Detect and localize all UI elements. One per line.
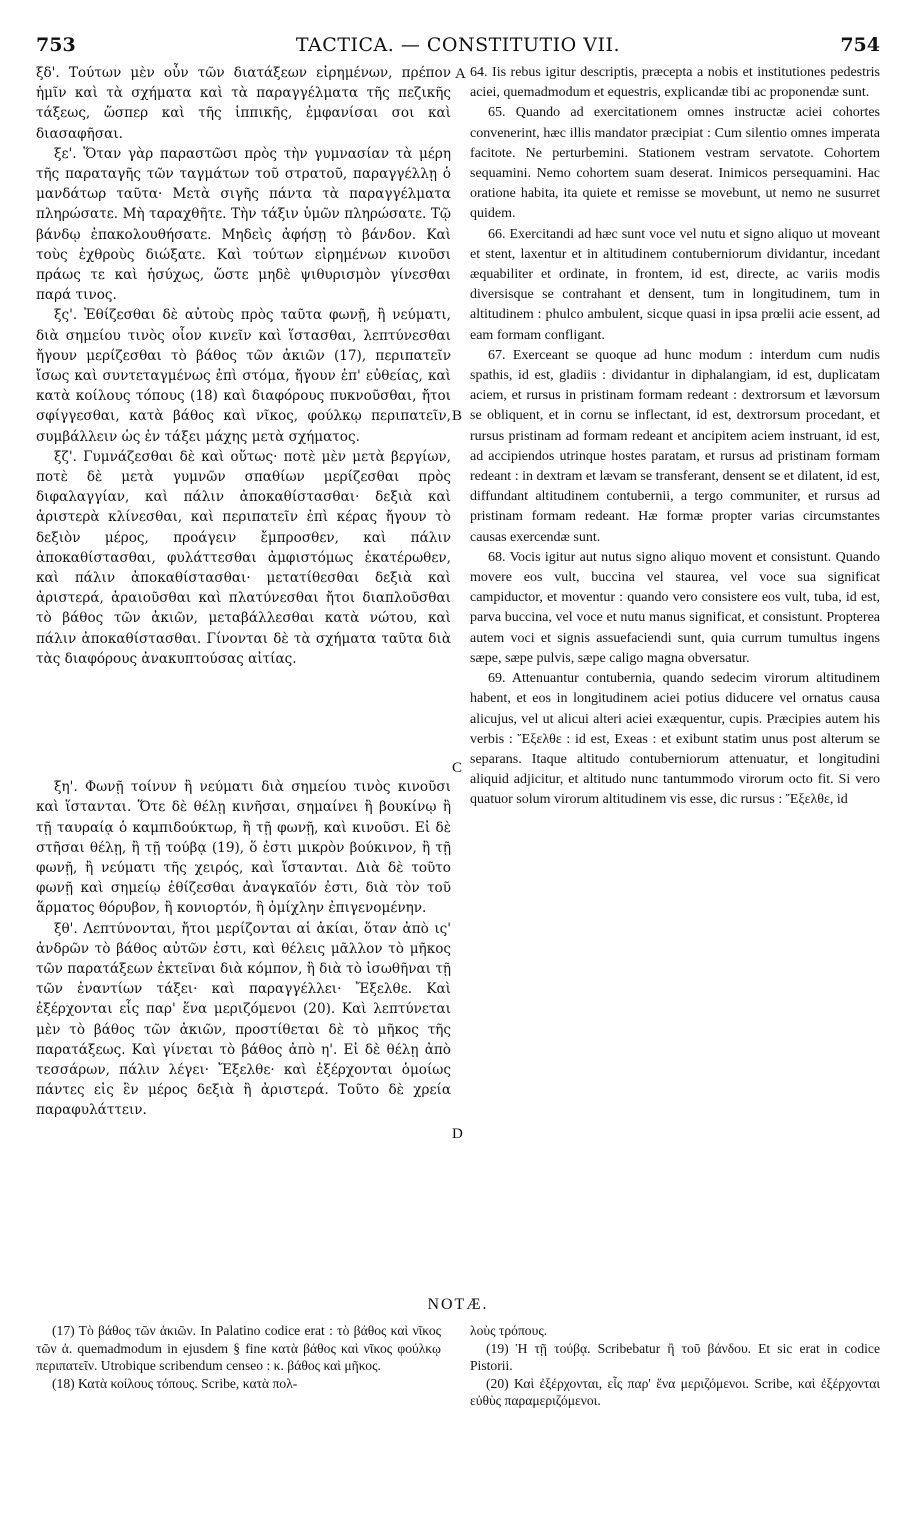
column-gap	[36, 669, 451, 777]
margin-letter-a: A	[455, 66, 466, 82]
greek-paragraph-69: ξθ'. Λεπτύνονται, ἤτοι μερίζονται αἱ ἀκίαι, ὅταν ἀπὸ ις' ἀνδρῶν τὸ βάθος αὐτῶν ἐστι, καὶ θέλεις μᾶλλον τὸ μῆκος τῶν παρατάξεων ἐκτεῖναι διὰ κόμπον, ἢ διὰ τὸ ἰσωθῆναι τῇ τῶν ἐναντίων τάξει· καὶ παραγγέλλει· Ἔξελθε. Καὶ ἐξέρχονται εἷς παρ' ἕνα μεριζόμενοι (20). Καὶ λεπτύνεται μὲν τὸ βάθος τῶν ἀκιῶν, προστίθεται δὲ τὸ μῆκος τῆς παρατάξεως. Καὶ γίνεται τὸ βάθος ἀπὸ η'. Εἰ δὲ θέλῃ ἀπὸ τεσσάρων, πάλιν λέγει· Ἔξελθε· καὶ ἐξέρχονται ὁμοίως πάντες εἰς ἓν μέρος δεξιὰ ἢ ἀριστερά. Τοῦτο δὲ χρεία παραφυλάττειν.	[36, 920, 451, 1119]
note-19: (19) Ἡ τῇ τούβᾳ. Scribebatur ἢ τοῦ βάνδου. Et sic erat in codice Pistorii.	[470, 1340, 880, 1373]
greek-paragraph-68: ξη'. Φωνῇ τοίνυν ἢ νεύματι διὰ σημείου τινὸς κινοῦσι καὶ ἵστανται. Ὅτε δὲ θέλῃ κινῆσαι, σημαίνει ἢ βουκίνῳ ἢ τῇ ταυραίᾳ ὁ καμπιδούκτωρ, ἢ τῇ φωνῇ, καὶ κινοῦσι. Εἰ δὲ στῆσαι θέλῃ, ἢ τῇ τούβᾳ (19), ὅ ἐστι μικρὸν βούκινον, ἢ τῇ φωνῇ, ἢ νεύματι τῆς χειρός, καὶ ἵστανται. Διὰ δὲ τοῦτο φωνῇ καὶ σημείῳ ἐθίζεσθαι ἀναγκαῖόν ἐστι, διὰ τὸν τοῦ ἅρματος θόρυβον, ἢ κονιορτόν, ἢ ὀμίχλην ἐπιγενομένην.	[36, 779, 451, 917]
notes-title: NOTÆ.	[427, 1296, 489, 1313]
notes-left-column	[36, 1322, 441, 1392]
note-20: (20) Καὶ ἐξέρχονται, εἷς παρ' ἕνα μεριζόμενοι. Scribe, καὶ ἐξέρχονται εὐθὺς παραμεριζόμενοι.	[470, 1375, 880, 1408]
latin-paragraph-68: 68. Vocis igitur aut nutus signo aliquo movent et consistunt. Quando movere eos vult, buccina vel staurea, vel voce sua significat campiductor, et moventur : quando vero consistere eos vult, tuba, id est, parva buccina, vel voce et nutu manus significat, et consistunt. Propterea autem voci et signis assuefaciendi sunt, quia currum tumultus ingens sæpe, sæpe pulvis, sæpe caligo magna obversatur.	[470, 549, 880, 666]
greek-paragraph-66: ξς'. Ἐθίζεσθαι δὲ αὐτοὺς πρὸς ταῦτα φωνῇ, ἢ νεύματι, διὰ σημείου τινὸς οἷον κινεῖν καὶ ἵστασθαι, λεπτύνεσθαι ἤγουν μερίζεσθαι τὸ βάθος τῶν ἀκιῶν (17), περιπατεῖν ἴσως καὶ συντεταγμένως ἐπὶ στόμα, ἤγουν ἐπ' εὐθείας, καὶ κατὰ κοίλους τόπους (18) καὶ διαφόρους πυκνοῦσθαι, ἤτοι σφίγγεσθαι, κατὰ βάθος καὶ νῖκος, φούλκῳ περιπατεῖν, συμβάλλειν ὡς ἐν τάξει μάχης μετὰ σχήματος.	[36, 307, 451, 445]
page-number-right: 754	[840, 34, 880, 56]
latin-paragraph-65: 65. Quando ad exercitationem omnes instructæ aciei cohortes convenerint, hæc illis mandator præcipiat : Cum silentio omnes imperata facitote. Ne perturbemini. Stationem vestram servatote. Cohortem sequamini. Nemo cohortem suam deserat. Inimicos persequamini. Hac oratione habita, ita quiete et remisse se movebunt, ut nemo ne susurret quidem.	[470, 105, 880, 222]
greek-paragraph-67: ξζ'. Γυμνάζεσθαι δὲ καὶ οὕτως· ποτὲ μὲν μετὰ βεργίων, ποτὲ δὲ μετὰ γυμνῶν σπαθίων μερίζεσθαι πρὸς διφαλαγγίαν, καὶ πάλιν ἀποκαθίστασθαι· δεξιὰ καὶ ἀριστερὰ κλίνεσθαι, καὶ περιπατεῖν ἐπὶ κέρας ἤγουν τὸ δεξιὸν μέρος, προάγειν ἔμπροσθεν, καὶ πάλιν ἀποκαθίστασθαι, φυλάττεσθαι ἀμφιστόμως ἑκατέρωθεν, καὶ πάλιν ἀποκαθίστασθαι· μετατίθεσθαι δεξιὰ καὶ ἀριστερά, ἀραιοῦσθαι καὶ πλατύνεσθαι ἤτοι διαπλοῦσθαι τὸ βάθος τῶν ἀκιῶν, μεταβάλλεσθαι κατὰ νώτου, καὶ πάλιν ἀποκαθίστασθαι. Γίνονται δὲ τὰ σχήματα ταῦτα διὰ τὰς διαφόρους ἀνακυπτούσας αἰτίας.	[36, 448, 451, 667]
greek-column	[36, 63, 451, 1121]
note-18: (18) Κατὰ κοίλους τόπους. Scribe, κατὰ πολ-	[52, 1375, 298, 1391]
running-title: TACTICA. — CONSTITUTIO VII.	[295, 34, 621, 56]
greek-paragraph-64: ξδ'. Τούτων μὲν οὖν τῶν διατάξεων εἰρημένων, πρέπον ἡμῖν καὶ τὰ σχήματα καὶ τὰ παραγγέλματα τῆς πεζικῆς τάξεως, ὥσπερ καὶ τῆς ἱππικῆς, ἐμφανίσαι σοι καὶ διασαφῆσαι.	[36, 65, 451, 142]
latin-paragraph-66: 66. Exercitandi ad hæc sunt voce vel nutu et signo aliquo ut moveant et stent, laxentur et in altitudinem contuberniorum dividantur, incedant æquabiliter et ordinate, in frontem, id est, directe, ac variis modis diversisque se contrahant et densent, tum in longitudinem, tum in altitudinem : phulco ambulent, sicque quasi in ipsa prœlii acie essent, ad eam formam confligant.	[470, 226, 880, 343]
page-header	[36, 34, 880, 58]
margin-letter-b: B	[452, 408, 463, 424]
notes-right-column	[470, 1322, 880, 1410]
page-number-left: 753	[36, 34, 76, 56]
note-18-continued: λοὺς τρόπους.	[470, 1323, 548, 1338]
latin-paragraph-64: 64. Iis rebus igitur descriptis, præcepta a nobis et institutiones pedestris aciei, quemadmodum et equestris, explicandæ tibi ac proponendæ sunt.	[470, 65, 880, 101]
greek-paragraph-65: ξε'. Ὅταν γὰρ παραστῶσι πρὸς τὴν γυμνασίαν τὰ μέρη τῆς παραταγῆς τῶν ταγμάτων τοῦ στρατοῦ, παραγγέλλῃ ὁ μανδάτωρ ταῦτα· Μετὰ σιγῆς πάντα τὰ παραγγέλματα πληρώσατε. Μὴ ταραχθῆτε. Τὴν τάξιν ὑμῶν πληρώσατε. Τῷ βάνδῳ ἐπακολουθήσατε. Μηδεὶς ἀφήσῃ τὸ βάνδον. Καὶ τοὺς ἐχθροὺς διώξατε. Καὶ τούτων εἰρημένων κινοῦσι πράως τε καὶ ἡσύχως, ὥστε μηδὲ ψιθυρισμὸν γίνεσθαι παρά τινος.	[36, 145, 451, 304]
margin-letter-d: D	[452, 1126, 463, 1142]
latin-column	[470, 63, 880, 811]
note-17: (17) Τὸ βάθος τῶν ἀκιῶν. In Palatino codice erat : τὸ βάθος καὶ νῖκος τῶν ἀ. quemadmodum in ejusdem § fine κατὰ βάθος καὶ νῖκος φούλκῳ περιπατεῖν. Utrobique scribendum censeo : κ. βάθος καὶ μῆκος.	[36, 1323, 441, 1373]
latin-paragraph-67: 67. Exerceant se quoque ad hunc modum : interdum cum nudis spathis, id est, gladiis : dividantur in diphalangiam, id est, duplicatam aciem, et rursus in pristinam formam redeant : dextrorsum et lævorsum se obliquent, et in cornu se inflectant, id est, dextrorsum procedant, et rursus pristinam ad formam redeant et ancipitem aciem instruant, id est, ad accipiendos utrinque hostes paratam, et rursus ad pristinam formam redeant : in dextram et lævam se transferant, densent se et dilatent, id est, diffundant altitudinem contubernii, a tergo communiter, et rursus ad pristinam formam redeant. Hæ formæ propter varias circumstantes causas exercendæ sunt.	[470, 347, 880, 545]
latin-paragraph-69: 69. Attenuantur contubernia, quando sedecim virorum altitudinem habent, et eos in longitudinem aciei potius diducere vel ornatus causa alicujus, vel ut alicui alteri aciei exæquentur, cupis. Præcipies autem his verbis : Ἔξελθε : id est, Exeas : et exibunt statim unus post alterum se separans. Itaque altitudo contuberniorum attenuatur, et longitudini aliquid adjicitur, et altitudo nunc tantummodo virorum octo fit. Si vero quatuor solum virorum altitudinem vis esse, dic rursus : Ἔξελθε, id	[470, 671, 880, 808]
margin-letter-c: C	[452, 760, 463, 776]
